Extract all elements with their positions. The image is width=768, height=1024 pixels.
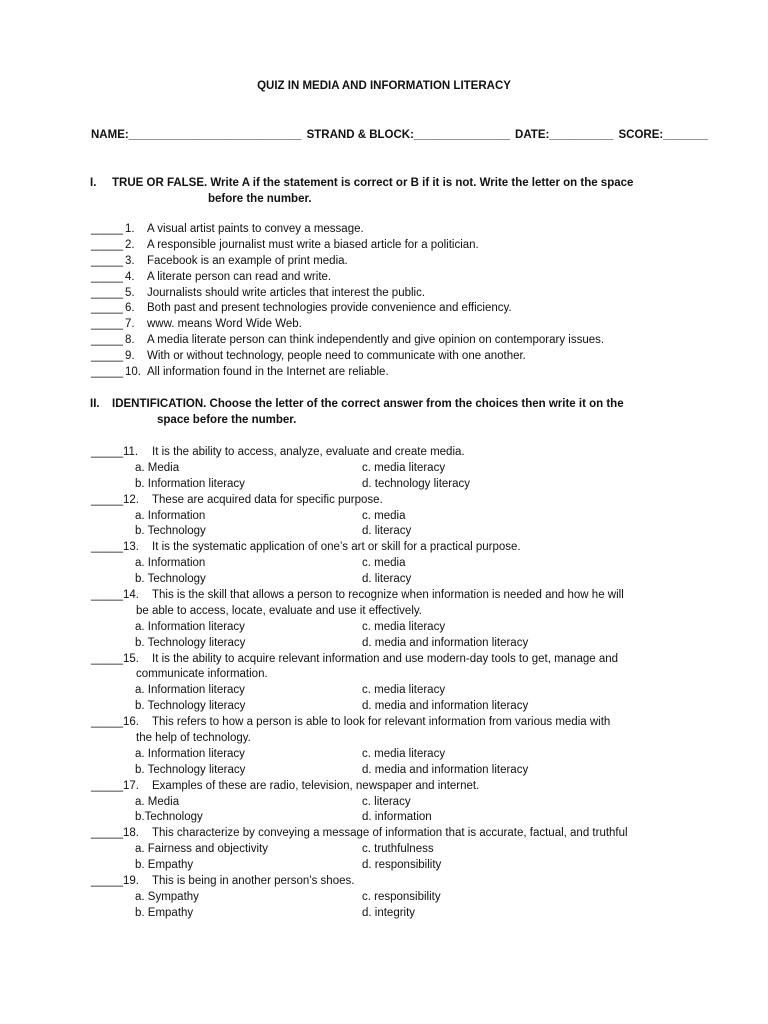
tf-item [91,365,691,381]
section-2-instructions-cont: space before the number. [157,414,297,426]
section-1-number: I. [90,177,97,189]
choice-b: b. Information literacy [135,477,245,490]
question-number: _____16. [91,716,139,729]
choice-a: a. Sympathy [135,890,199,903]
item-number: 8. [125,334,135,347]
choice-d: d. integrity [362,906,416,919]
answer-blank: _____ [91,254,123,267]
answer-blank: _____ [91,286,123,299]
choice-d: d. information [362,811,432,824]
choice-d: d. media and information literacy [362,763,529,776]
question-number: _____17. [91,779,139,792]
question-item [91,874,691,922]
choice-d: d. technology literacy [362,477,471,490]
section-1-instructions-cont: before the number. [208,193,312,205]
date-field: DATE:__________ [515,129,614,141]
choice-c: c. media literacy [362,620,446,633]
name-field: NAME:___________________________ [91,129,302,141]
question-item [91,826,691,874]
question-text: This refers to how a person is able to look for relevant information from various media with [152,716,611,729]
question-text: This is being in another person’s shoes. [152,875,355,888]
question-text: It is the systematic application of one’s art or skill for a practical purpose. [152,541,521,554]
question-number: _____19. [91,875,139,888]
tf-item [91,238,691,254]
item-statement: Journalists should write articles that interest the public. [147,286,426,299]
choice-c: c. media [362,557,406,570]
choice-d: d. media and information literacy [362,700,529,713]
strand-block-field: STRAND & BLOCK:_______________ [306,129,510,141]
choice-c: c. literacy [362,795,411,808]
identification-list [91,445,691,922]
choice-c: c. media literacy [362,747,446,760]
section-2-heading [90,397,690,429]
question-item [91,652,691,716]
answer-blank: _____ [91,270,123,283]
answer-blank: _____ [91,366,123,379]
question-number: _____15. [91,652,139,665]
item-statement: With or without technology, people need to communicate with one another. [147,350,526,363]
question-text: It is the ability to access, analyze, evaluate and create media. [152,446,465,458]
item-number: 10. [125,366,141,379]
choice-c: c. responsibility [362,890,441,903]
question-item [91,715,691,779]
choice-b: b. Empathy [135,859,194,872]
answer-blank: _____ [91,302,123,315]
question-text-cont: communicate information. [136,668,268,681]
item-statement: A responsible journalist must write a biased article for a politician. [147,238,479,251]
question-item [91,445,691,493]
question-text: These are acquired data for specific purpose. [152,493,383,506]
question-item [91,588,691,652]
choice-a: a. Information literacy [135,684,245,697]
answer-blank: _____ [91,238,123,251]
tf-item [91,254,691,270]
item-number: 1. [125,223,135,235]
answer-blank: _____ [91,334,123,347]
choice-c: c. media literacy [362,684,446,697]
choice-b: b. Technology literacy [135,636,246,649]
section-1-heading [90,176,690,208]
item-statement: Both past and present technologies provide convenience and efficiency. [147,302,512,315]
item-statement: A media literate person can think independently and give opinion on contemporary issues. [147,334,605,347]
choice-a: a. Fairness and objectivity [135,843,268,856]
choice-b: b.Technology [135,811,203,824]
choice-a: a. Media [135,461,180,474]
choice-d: d. literacy [362,573,412,586]
item-number: 4. [125,270,135,283]
question-item [91,493,691,541]
true-false-list [91,222,691,381]
choice-c: c. truthfulness [362,843,434,856]
question-text-cont: the help of technology. [136,732,251,745]
item-number: 5. [125,286,135,299]
tf-item [91,270,691,286]
choice-b: b. Technology literacy [135,763,246,776]
question-item [91,540,691,588]
choice-a: a. Media [135,795,180,808]
choice-b: b. Technology literacy [135,700,246,713]
question-text: Examples of these are radio, television, newspaper and internet. [152,779,480,792]
question-text: It is the ability to acquire relevant information and use modern-day tools to get, manage and [152,652,619,665]
section-2-instructions: IDENTIFICATION. Choose the letter of the correct answer from the choices then write it on the [112,398,624,410]
question-text: This characterize by conveying a message of information that is accurate, factual, and truthful [152,827,628,840]
item-number: 3. [125,254,135,267]
tf-item [91,286,691,302]
choice-a: a. Information literacy [135,620,245,633]
question-number: _____14. [91,589,139,602]
choice-b: b. Empathy [135,906,194,919]
tf-item [91,333,691,349]
choice-a: a. Information [135,509,206,522]
answer-blank: _____ [91,350,123,363]
choice-b: b. Technology [135,525,206,538]
item-statement: www. means Word Wide Web. [147,318,302,331]
choice-a: a. Information literacy [135,747,245,760]
choice-d: d. media and information literacy [362,636,529,649]
question-text-cont: be able to access, locate, evaluate and use it effectively. [136,604,422,617]
item-statement: A visual artist paints to convey a message. [147,223,364,235]
item-number: 9. [125,350,135,363]
item-statement: All information found in the Internet are reliable. [147,366,389,379]
question-number: _____13. [91,541,139,554]
question-text: This is the skill that allows a person to recognize when information is needed and how he will [152,589,624,602]
question-number: _____11. [91,446,139,458]
item-statement: Facebook is an example of print media. [147,254,348,267]
tf-item [91,222,691,238]
question-number: _____12. [91,493,139,506]
choice-c: c. media [362,509,406,522]
item-statement: A literate person can read and write. [147,270,332,283]
choice-b: b. Technology [135,573,206,586]
choice-c: c. media literacy [362,461,446,474]
student-info-line [91,128,708,144]
answer-blank: _____ [91,223,123,235]
item-number: 6. [125,302,135,315]
tf-item [91,301,691,317]
question-number: _____18. [91,827,139,840]
choice-a: a. Information [135,557,206,570]
item-number: 7. [125,318,135,331]
answer-blank: _____ [91,318,123,331]
tf-item [91,317,691,333]
section-2-number: II. [90,398,100,410]
choice-d: d. responsibility [362,859,442,872]
choice-d: d. literacy [362,525,412,538]
section-1-instructions: TRUE OR FALSE. Write A if the statement is correct or B if it is not. Write the letter on the space [112,177,634,189]
score-field: SCORE:_______ [618,129,708,141]
question-item [91,779,691,827]
quiz-title: QUIZ IN MEDIA AND INFORMATION LITERACY [257,80,511,92]
tf-item [91,349,691,365]
item-number: 2. [125,238,135,251]
